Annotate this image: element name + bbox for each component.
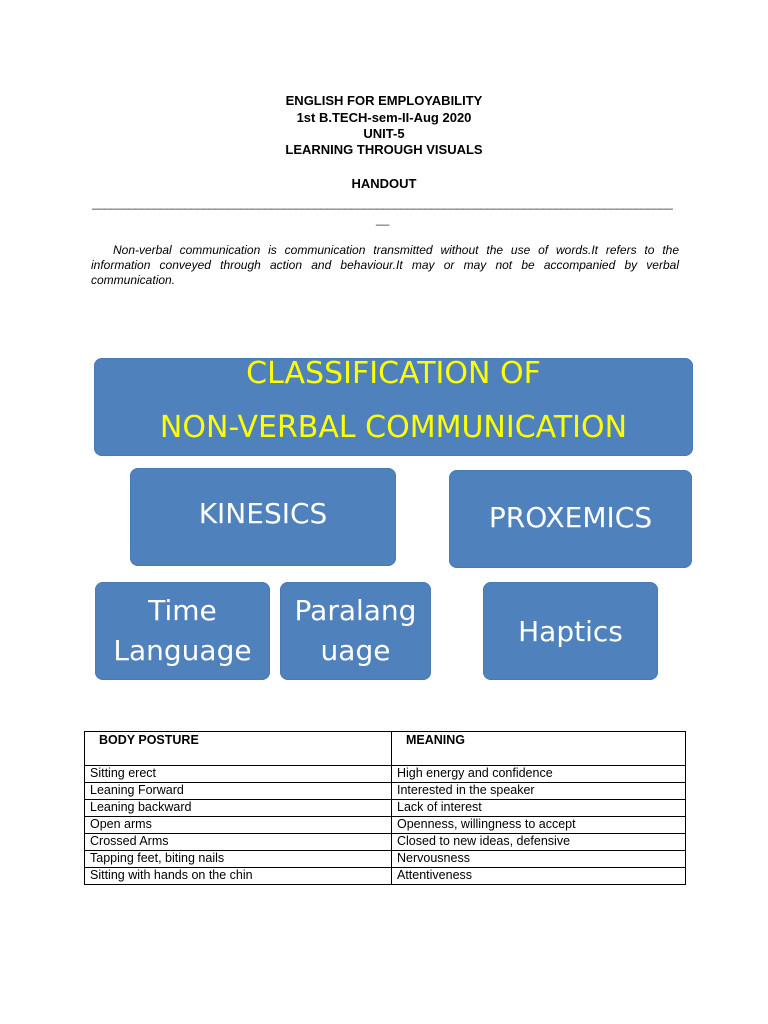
haptics-box xyxy=(483,582,658,680)
column-header-posture: BODY POSTURE xyxy=(85,732,392,766)
table-row xyxy=(85,834,686,851)
meaning-cell: Lack of interest xyxy=(392,800,686,817)
posture-cell: Open arms xyxy=(85,817,392,834)
diagram-title-box xyxy=(94,358,693,456)
separator-rule: ______________________________________________________________________________________________ xyxy=(92,196,673,210)
paralanguage-box xyxy=(280,582,431,680)
meaning-cell: Interested in the speaker xyxy=(392,783,686,800)
meaning-cell: Nervousness xyxy=(392,851,686,868)
posture-cell: Sitting with hands on the chin xyxy=(85,868,392,885)
proxemics-label: PROXEMICS xyxy=(488,500,653,534)
diagram-title-line2: NON-VERBAL COMMUNICATION xyxy=(159,410,628,445)
table-row xyxy=(85,851,686,868)
table-row xyxy=(85,800,686,817)
table-header-row xyxy=(85,732,686,766)
posture-cell: Tapping feet, biting nails xyxy=(85,851,392,868)
unit-number: UNIT-5 xyxy=(363,126,405,141)
kinesics-label: KINESICS xyxy=(198,496,328,530)
posture-cell: Sitting erect xyxy=(85,766,392,783)
table-row xyxy=(85,817,686,834)
meaning-cell: Closed to new ideas, defensive xyxy=(392,834,686,851)
separator-rule-tail: __ xyxy=(376,212,390,226)
diagram-title-line1: CLASSIFICATION OF xyxy=(246,356,541,391)
table-row xyxy=(85,868,686,885)
posture-cell: Leaning Forward xyxy=(85,783,392,800)
column-header-meaning: MEANING xyxy=(392,732,686,766)
body-posture-table xyxy=(84,731,686,885)
course-title: ENGLISH FOR EMPLOYABILITY xyxy=(285,93,483,108)
table-row xyxy=(85,766,686,783)
haptics-label: Haptics xyxy=(518,614,623,648)
meaning-cell: Openness, willingness to accept xyxy=(392,817,686,834)
time-language-label-1: Time xyxy=(148,594,217,627)
kinesics-box xyxy=(130,468,396,566)
unit-title: LEARNING THROUGH VISUALS xyxy=(285,142,483,157)
paralanguage-label-1: Paralang xyxy=(294,594,417,627)
posture-cell: Leaning backward xyxy=(85,800,392,817)
time-language-box xyxy=(95,582,270,680)
handout-label: HANDOUT xyxy=(351,176,417,191)
course-semester: 1st B.TECH-sem-II-Aug 2020 xyxy=(296,110,472,125)
proxemics-box xyxy=(449,470,692,568)
meaning-cell: High energy and confidence xyxy=(392,766,686,783)
table-row xyxy=(85,783,686,800)
posture-cell: Crossed Arms xyxy=(85,834,392,851)
paralanguage-label-2: uage xyxy=(320,634,391,667)
intro-paragraph: Non-verbal communication is communication transmitted without the use of words.It refers to the information conveyed through action and behaviour.It may or may not be accompanied by verbal communication. xyxy=(91,243,679,287)
meaning-cell: Attentiveness xyxy=(392,868,686,885)
time-language-label-2: Language xyxy=(113,634,252,667)
